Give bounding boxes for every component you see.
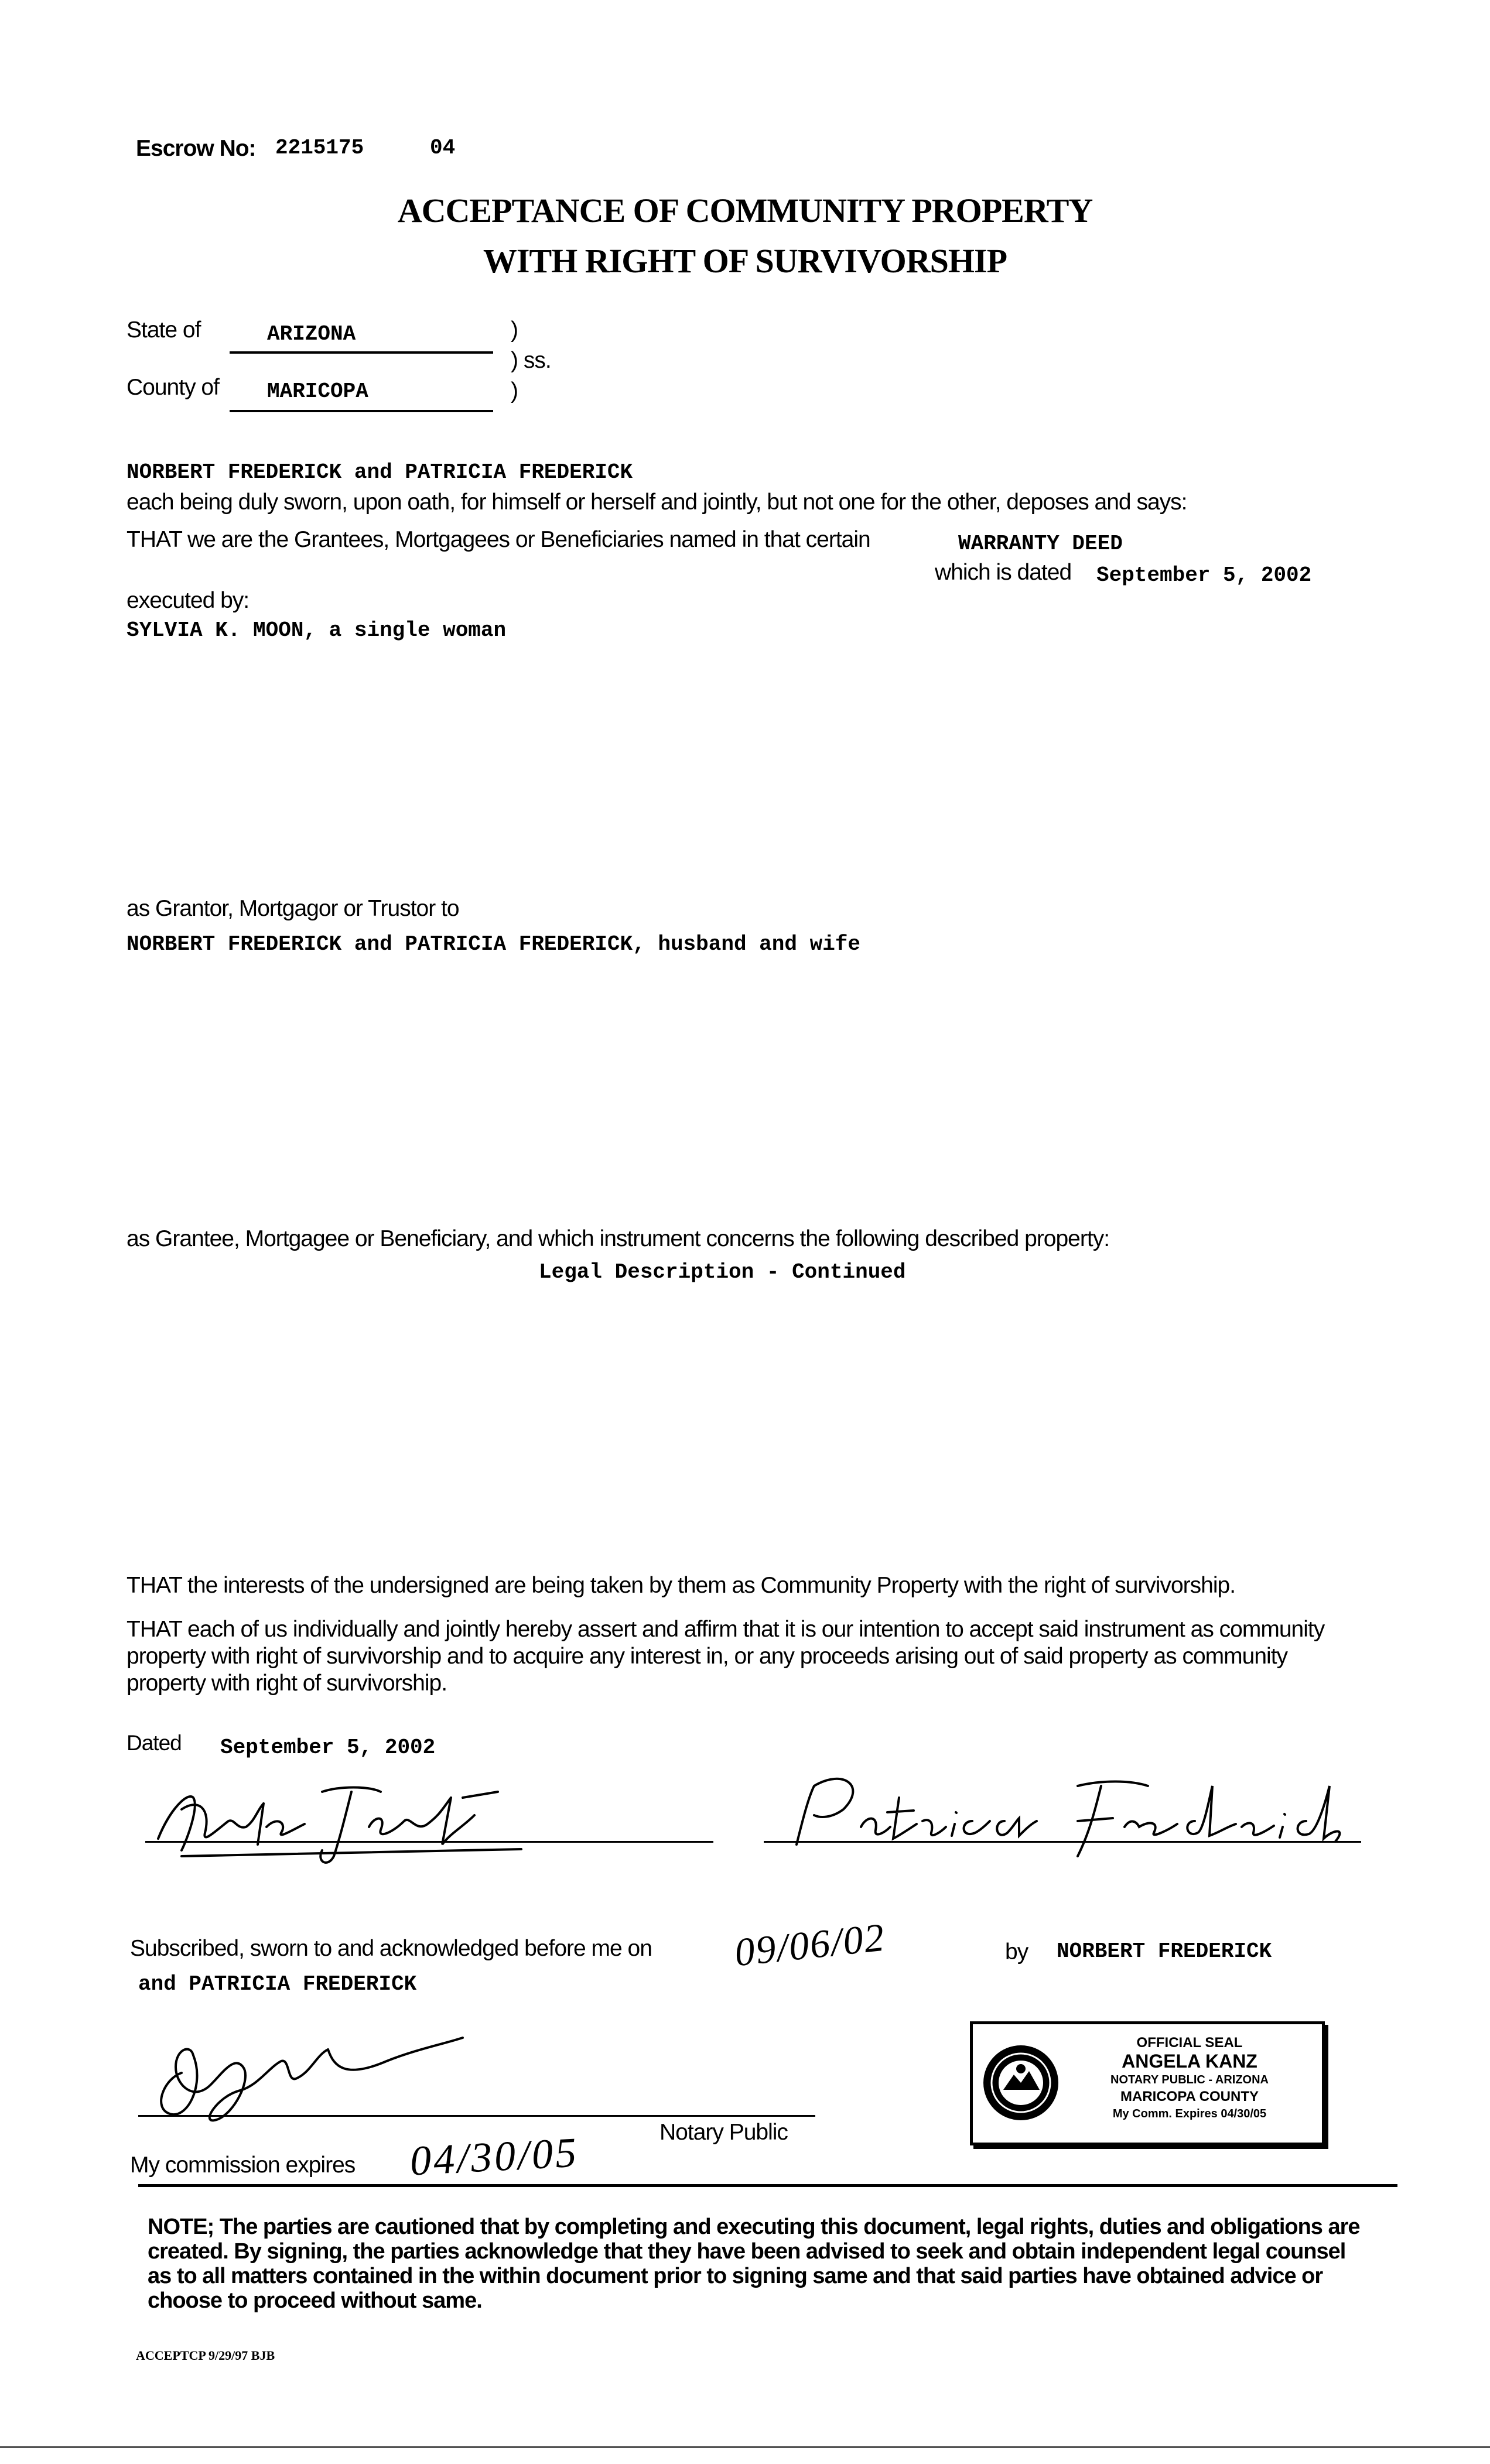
grantee-role-statement: as Grantee, Mortgagee or Beneficiary, and which instrument concerns the following described property: — [127, 1226, 1110, 1251]
official-seal-stamp — [970, 2021, 1325, 2145]
interests-statement: THAT the interests of the undersigned are being taken by them as Community Property with the right of survivorship. — [127, 1573, 1236, 1598]
seal-notary-name: ANGELA KANZ — [1122, 2051, 1257, 2072]
signature-stroke — [161, 2038, 463, 2120]
notary-public-label: Notary Public — [659, 2120, 788, 2145]
grantees-names: NORBERT FREDERICK and PATRICIA FREDERICK — [127, 460, 633, 484]
grantor-name: SYLVIA K. MOON, a single woman — [127, 618, 507, 642]
county-label: County of — [127, 375, 219, 400]
acknowledged-name-1: NORBERT FREDERICK — [1057, 1939, 1272, 1963]
arizona-seal-icon — [980, 2042, 1062, 2124]
escrow-label: Escrow No: — [136, 136, 256, 161]
venue-paren-3: ) — [511, 378, 518, 403]
grantee-full-names: NORBERT FREDERICK and PATRICIA FREDERICK, husband and wife — [127, 932, 861, 956]
signing-date: September 5, 2002 — [220, 1736, 436, 1760]
venue-ss: ) ss. — [511, 348, 551, 373]
notary-signature-line — [138, 2115, 815, 2117]
commission-date: 04/30/05 — [409, 2128, 580, 2185]
signature-line-1 — [145, 1841, 713, 1843]
signature-stroke — [158, 1788, 521, 1863]
executed-by-label: executed by: — [127, 588, 250, 613]
grantor-role-label: as Grantor, Mortgagor or Trustor to — [127, 896, 459, 921]
dated-word: Dated — [127, 1731, 182, 1755]
state-label: State of — [127, 317, 201, 343]
grantee-signature-1 — [146, 1774, 533, 1874]
escrow-number: 2215175 — [275, 136, 364, 160]
escrow-suffix: 04 — [430, 136, 456, 160]
by-label: by — [1005, 1939, 1028, 1965]
acknowledgment-date: 09/06/02 — [732, 1914, 888, 1975]
subscribed-statement: Subscribed, sworn to and acknowledged before me on — [130, 1936, 652, 1961]
commission-label: My commission expires — [130, 2152, 356, 2178]
document-title-line1: ACCEPTANCE OF COMMUNITY PROPERTY — [397, 191, 1093, 230]
footer-divider — [138, 2184, 1397, 2187]
dated-label: which is dated — [935, 560, 1072, 585]
form-code: ACCEPTCP 9/29/97 BJB — [136, 2348, 275, 2363]
notary-signature — [141, 2032, 469, 2137]
seal-title: OFFICIAL SEAL — [1136, 2035, 1243, 2051]
county-value: MARICOPA — [267, 379, 368, 403]
grantee-signature-2 — [773, 1763, 1359, 1868]
county-underline — [230, 410, 493, 412]
document-title-line2: WITH RIGHT OF SURVIVORSHIP — [483, 242, 1007, 280]
acknowledged-name-2: and PATRICIA FREDERICK — [138, 1972, 417, 1996]
signature-stroke — [797, 1779, 1339, 1856]
state-underline — [230, 351, 493, 354]
sworn-statement: each being duly sworn, upon oath, for himself or herself and jointly, but not one for the other, deposes and says: — [127, 490, 1187, 515]
signature-line-2 — [764, 1841, 1361, 1843]
affirmation-paragraph: THAT each of us individually and jointly hereby assert and affirm that it is our intention to accept said instrument as community property with right of survivorship and to acquire any interest in, or any proceeds arising out of said property as community property with right of survivorship. — [127, 1617, 1325, 1696]
seal-notary-state: NOTARY PUBLIC - ARIZONA — [1110, 2073, 1269, 2086]
page-bottom-edge — [0, 2446, 1490, 2448]
seal-expiration: My Comm. Expires 04/30/05 — [1112, 2107, 1267, 2120]
seal-county: MARICOPA COUNTY — [1120, 2089, 1259, 2104]
state-value: ARIZONA — [267, 322, 356, 346]
legal-notice: NOTE; The parties are cautioned that by completing and executing this document, legal rights, duties and obligations are created. By signing, the parties acknowledge that they have been advised to seek and obtain independent legal counsel as to all matters contained in the within document prior to signing same and that said parties have obtained advice or choose to proceed without same. — [148, 2215, 1360, 2313]
legal-description: Legal Description - Continued — [539, 1260, 906, 1284]
venue-paren-1: ) — [511, 317, 518, 343]
instrument-date: September 5, 2002 — [1096, 563, 1312, 587]
named-statement: THAT we are the Grantees, Mortgagees or Beneficiaries named in that certain — [127, 527, 870, 552]
instrument-type: WARRANTY DEED — [958, 532, 1123, 556]
